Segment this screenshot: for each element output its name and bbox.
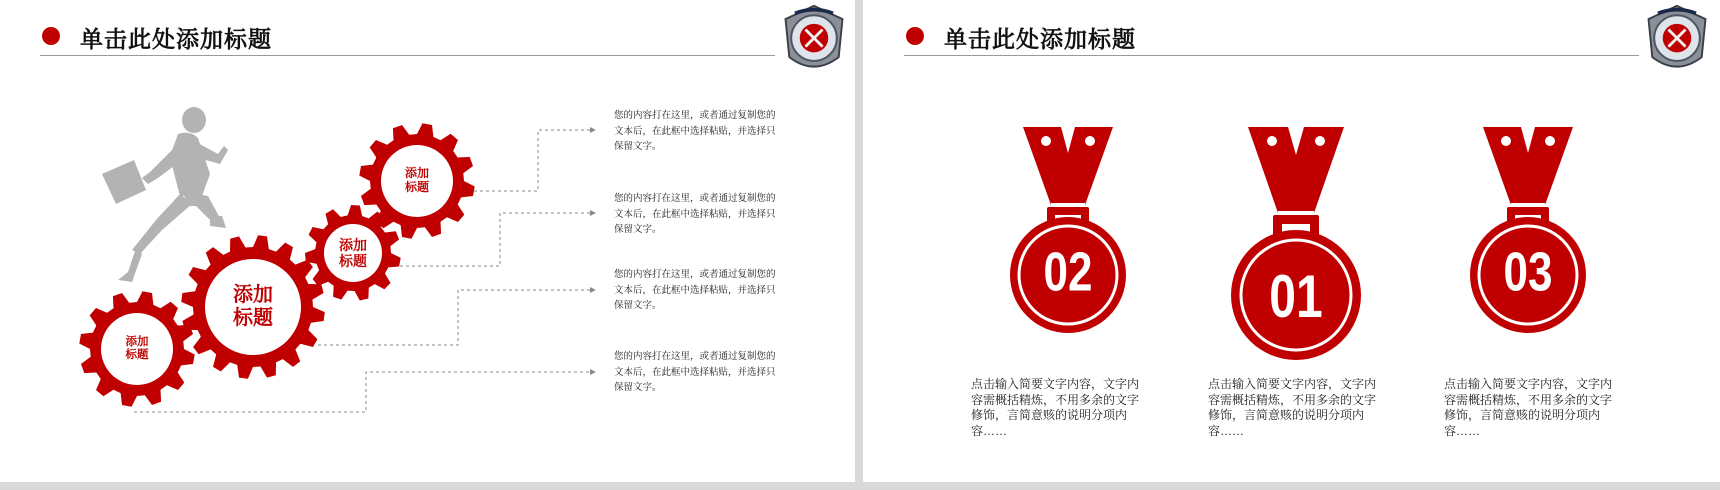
medal-icon (1463, 125, 1593, 340)
gear-group (0, 0, 855, 482)
description-4[interactable]: 您的内容打在这里，或者通过复制您的文本后，在此框中选择粘贴，并选择只保留文字。 (614, 351, 776, 393)
gear-label-small: 添加 标题 (125, 335, 149, 361)
description-3[interactable]: 您的内容打在这里，或者通过复制您的文本后，在此框中选择粘贴，并选择只保留文字。 (614, 269, 776, 311)
medal-text-01[interactable]: 点击输入简要文字内容，文字内容需概括精炼，不用多余的文字修饰，言简意赅的说明分项内容…… (1208, 377, 1377, 438)
medal-icon (1003, 125, 1133, 340)
description-2[interactable]: 您的内容打在这里，或者通过复制您的文本后，在此框中选择粘贴，并选择只保留文字。 (614, 193, 776, 235)
title-divider (904, 55, 1639, 56)
medal-text-03[interactable]: 点击输入简要文字内容，文字内容需概括精炼，不用多余的文字修饰，言简意赅的说明分项内容…… (1444, 377, 1613, 438)
slide-left (0, 0, 855, 482)
slide-title[interactable]: 单击此处添加标题 (944, 26, 1136, 52)
medal-number-03: 03 (1503, 241, 1553, 303)
gear-label-large: 添加 标题 (233, 284, 273, 329)
description-1[interactable]: 您的内容打在这里，或者通过复制您的文本后，在此框中选择粘贴，并选择只保留文字。 (614, 110, 776, 152)
gear-label-top: 添加 标题 (404, 166, 430, 194)
title-bullet (906, 27, 924, 45)
medal-number-01: 01 (1269, 264, 1323, 331)
gear-label-medium: 添加 标题 (339, 236, 367, 269)
medal-number-02: 02 (1043, 241, 1093, 303)
slide-title[interactable]: 单击此处添加标题 (80, 26, 272, 52)
emblem-icon (1639, 2, 1715, 78)
slide-right (863, 0, 1720, 482)
medal-text-02[interactable]: 点击输入简要文字内容，文字内容需概括精炼，不用多余的文字修饰，言简意赅的说明分项内容…… (971, 377, 1140, 438)
